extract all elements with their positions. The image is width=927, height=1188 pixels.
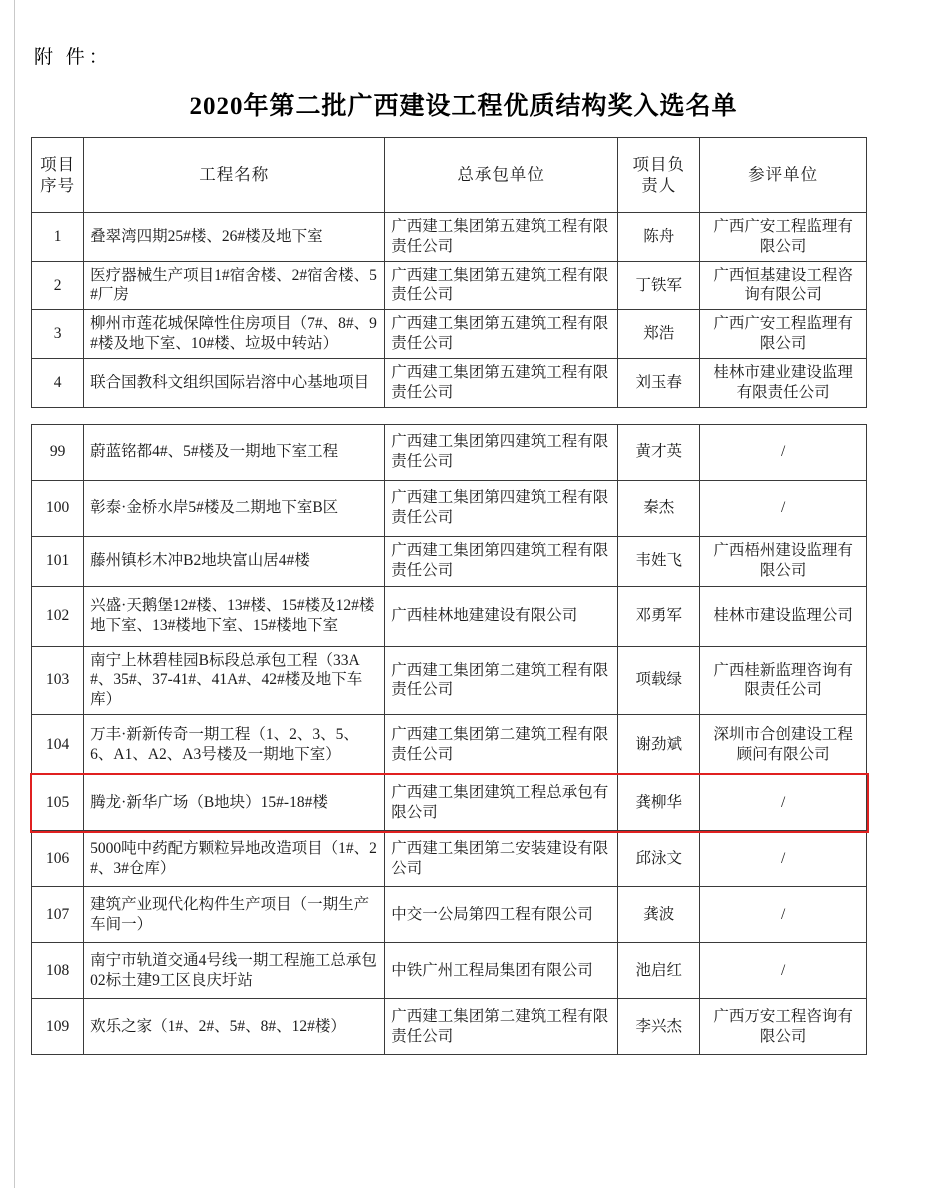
header-contractor: 总承包单位 — [385, 138, 618, 213]
cell-project-name: 叠翠湾四期25#楼、26#楼及地下室 — [84, 213, 385, 262]
cell-no: 106 — [32, 831, 84, 887]
cell-no: 103 — [32, 646, 84, 714]
cell-leader: 李兴杰 — [618, 999, 700, 1055]
header-no: 项目序号 — [32, 138, 84, 213]
cell-no: 99 — [32, 424, 84, 480]
table-row — [32, 480, 867, 536]
cell-contractor: 广西建工集团第二建筑工程有限责任公司 — [385, 999, 618, 1055]
cell-no: 109 — [32, 999, 84, 1055]
cell-review-unit: / — [700, 887, 867, 943]
cell-project-name: 南宁上林碧桂园B标段总承包工程（33A#、35#、37-41#、41A#、42#楼及地下车库） — [84, 646, 385, 714]
cell-leader: 项载绿 — [618, 646, 700, 714]
cell-review-unit: / — [700, 480, 867, 536]
cell-project-name: 南宁市轨道交通4号线一期工程施工总承包02标土建9工区良庆圩站 — [84, 943, 385, 999]
header-leader: 项目负责人 — [618, 138, 700, 213]
page-left-rule — [14, 0, 15, 1188]
cell-contractor: 广西建工集团第二建筑工程有限责任公司 — [385, 646, 618, 714]
cell-leader: 邱泳文 — [618, 831, 700, 887]
cell-contractor: 广西桂林地建建设有限公司 — [385, 586, 618, 646]
cell-contractor: 广西建工集团第二建筑工程有限责任公司 — [385, 715, 618, 775]
cell-leader: 刘玉春 — [618, 358, 700, 407]
cell-review-unit: 广西桂新监理咨询有限责任公司 — [700, 646, 867, 714]
page-title: 2020年第二批广西建设工程优质结构奖入选名单 — [189, 93, 738, 120]
cell-review-unit: / — [700, 775, 867, 831]
cell-project-name: 万丰·新新传奇一期工程（1、2、3、5、6、A1、A2、A3号楼及一期地下室） — [84, 715, 385, 775]
cell-leader: 黄才英 — [618, 424, 700, 480]
table-body-bottom — [32, 424, 867, 1054]
award-list-table-bottom — [31, 424, 867, 1055]
table-row — [32, 424, 867, 480]
table-header-row — [32, 138, 867, 213]
table-row — [32, 887, 867, 943]
cell-project-name: 5000吨中药配方颗粒异地改造项目（1#、2#、3#仓库） — [84, 831, 385, 887]
cell-contractor: 中交一公局第四工程有限公司 — [385, 887, 618, 943]
cell-leader: 韦姓飞 — [618, 536, 700, 586]
cell-leader: 秦杰 — [618, 480, 700, 536]
table-row — [32, 536, 867, 586]
cell-review-unit: 广西广安工程监理有限公司 — [700, 213, 867, 262]
table-row — [32, 715, 867, 775]
cell-no: 105 — [32, 775, 84, 831]
cell-contractor: 广西建工集团第四建筑工程有限责任公司 — [385, 480, 618, 536]
cell-leader: 池启红 — [618, 943, 700, 999]
cell-review-unit: 广西广安工程监理有限公司 — [700, 310, 867, 359]
table-row — [32, 358, 867, 407]
cell-no: 102 — [32, 586, 84, 646]
table-body-top — [32, 213, 867, 408]
table-row-highlighted — [32, 775, 867, 831]
cell-leader: 陈舟 — [618, 213, 700, 262]
cell-leader: 龚波 — [618, 887, 700, 943]
header-review-unit: 参评单位 — [700, 138, 867, 213]
cell-project-name: 兴盛·天鹅堡12#楼、13#楼、15#楼及12#楼地下室、13#楼地下室、15#楼地下室 — [84, 586, 385, 646]
cell-project-name: 彰泰·金桥水岸5#楼及二期地下室B区 — [84, 480, 385, 536]
cell-contractor: 广西建工集团第二安装建设有限公司 — [385, 831, 618, 887]
cell-no: 100 — [32, 480, 84, 536]
cell-review-unit: 广西梧州建设监理有限公司 — [700, 536, 867, 586]
cell-project-name: 建筑产业现代化构件生产项目（一期生产车间一） — [84, 887, 385, 943]
cell-review-unit: / — [700, 424, 867, 480]
cell-contractor: 广西建工集团建筑工程总承包有限公司 — [385, 775, 618, 831]
cell-review-unit: / — [700, 831, 867, 887]
cell-leader: 谢劲斌 — [618, 715, 700, 775]
cell-no: 101 — [32, 536, 84, 586]
award-list-table-wrap — [31, 137, 867, 1055]
cell-no: 3 — [32, 310, 84, 359]
header-project-name: 工程名称 — [84, 138, 385, 213]
cell-review-unit: / — [700, 943, 867, 999]
cell-contractor: 广西建工集团第五建筑工程有限责任公司 — [385, 310, 618, 359]
cell-project-name: 腾龙·新华广场（B地块）15#-18#楼 — [84, 775, 385, 831]
cell-contractor: 中铁广州工程局集团有限公司 — [385, 943, 618, 999]
cell-review-unit: 广西恒基建设工程咨询有限公司 — [700, 261, 867, 310]
cell-project-name: 藤州镇杉木冲B2地块富山居4#楼 — [84, 536, 385, 586]
cell-project-name: 蔚蓝铭都4#、5#楼及一期地下室工程 — [84, 424, 385, 480]
cell-no: 107 — [32, 887, 84, 943]
cell-no: 104 — [32, 715, 84, 775]
cell-review-unit: 桂林市建业建设监理有限责任公司 — [700, 358, 867, 407]
cell-no: 4 — [32, 358, 84, 407]
table-row — [32, 310, 867, 359]
cell-contractor: 广西建工集团第五建筑工程有限责任公司 — [385, 261, 618, 310]
table-row — [32, 646, 867, 714]
cell-leader: 龚柳华 — [618, 775, 700, 831]
cell-leader: 丁铁军 — [618, 261, 700, 310]
cell-review-unit: 桂林市建设监理公司 — [700, 586, 867, 646]
cell-project-name: 欢乐之家（1#、2#、5#、8#、12#楼） — [84, 999, 385, 1055]
cell-review-unit: 深圳市合创建设工程顾问有限公司 — [700, 715, 867, 775]
award-list-table-top — [31, 137, 867, 408]
table-row — [32, 261, 867, 310]
cell-contractor: 广西建工集团第五建筑工程有限责任公司 — [385, 358, 618, 407]
cell-project-name: 医疗器械生产项目1#宿舍楼、2#宿舍楼、5#厂房 — [84, 261, 385, 310]
cell-leader: 邓勇军 — [618, 586, 700, 646]
cell-review-unit: 广西万安工程咨询有限公司 — [700, 999, 867, 1055]
attachment-label: 附 件： — [34, 47, 112, 68]
table-row — [32, 831, 867, 887]
table-row — [32, 213, 867, 262]
cell-no: 2 — [32, 261, 84, 310]
cell-project-name: 柳州市莲花城保障性住房项目（7#、8#、9#楼及地下室、10#楼、垃圾中转站） — [84, 310, 385, 359]
table-row — [32, 943, 867, 999]
table-row — [32, 999, 867, 1055]
cell-project-name: 联合国教科文组织国际岩溶中心基地项目 — [84, 358, 385, 407]
cell-contractor: 广西建工集团第五建筑工程有限责任公司 — [385, 213, 618, 262]
page-break-gap — [31, 408, 867, 424]
cell-no: 108 — [32, 943, 84, 999]
cell-contractor: 广西建工集团第四建筑工程有限责任公司 — [385, 536, 618, 586]
cell-leader: 郑浩 — [618, 310, 700, 359]
table-row — [32, 586, 867, 646]
cell-no: 1 — [32, 213, 84, 262]
cell-contractor: 广西建工集团第四建筑工程有限责任公司 — [385, 424, 618, 480]
